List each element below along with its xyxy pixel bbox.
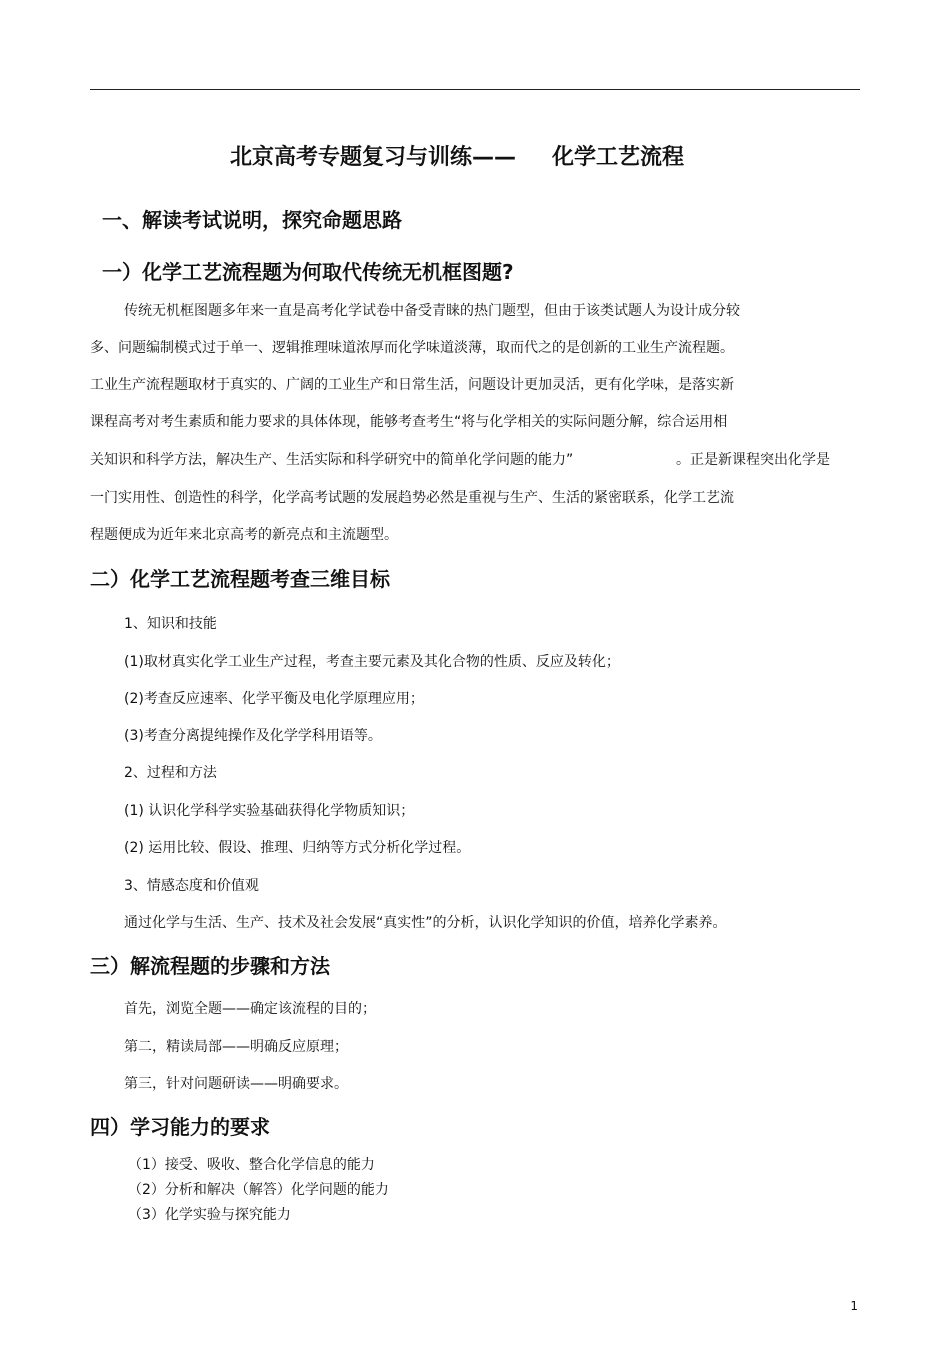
- header-rule: [90, 89, 860, 90]
- goal-item: 通过化学与生活、生产、技术及社会发展“真实性”的分析，认识化学知识的价值，培养化学素养。: [124, 915, 727, 931]
- goal-item: (1) 认识化学科学实验基础获得化学物质知识；: [124, 803, 415, 819]
- subsection-heading-3: 三）解流程题的步骤和方法: [90, 954, 330, 978]
- goal-item: (2)考查反应速率、化学平衡及电化学原理应用；: [124, 691, 424, 707]
- subsection-heading-1: 一）化学工艺流程题为何取代传统无机框图题?: [102, 260, 514, 284]
- ability-item: （2）分析和解决（解答）化学问题的能力: [128, 1182, 389, 1198]
- goal-category: 2、过程和方法: [124, 765, 217, 781]
- paragraph-line: 多、问题编制模式过于单一、逻辑推理味道浓厚而化学味道淡薄，取而代之的是创新的工业生产流程题。: [90, 340, 734, 356]
- ability-item: （3）化学实验与探究能力: [128, 1207, 291, 1223]
- subsection-heading-2: 二）化学工艺流程题考查三维目标: [90, 567, 390, 591]
- title-topic: 化学工艺流程: [552, 145, 685, 170]
- step-item: 第三，针对问题研读——明确要求。: [124, 1076, 348, 1092]
- goal-item: (3)考查分离提纯操作及化学学科用语等。: [124, 728, 382, 744]
- paragraph-line: 程题便成为近年来北京高考的新亮点和主流题型。: [90, 527, 398, 543]
- paragraph-line: 。正是新课程突出化学是: [676, 452, 830, 468]
- step-item: 首先，浏览全题——确定该流程的目的；: [124, 1001, 376, 1017]
- title-main: 北京高考专题复习与训练——: [230, 145, 517, 170]
- paragraph-line: 课程高考对考生素质和能力要求的具体体现，能够考查考生“将与化学相关的实际问题分解，综合运用相: [90, 414, 728, 430]
- document-title: [230, 140, 684, 171]
- ability-item: （1）接受、吸收、整合化学信息的能力: [128, 1157, 375, 1173]
- goal-category: 3、情感态度和价值观: [124, 878, 259, 894]
- goal-item: (2) 运用比较、假设、推理、归纳等方式分析化学过程。: [124, 840, 471, 856]
- goal-category: 1、知识和技能: [124, 616, 217, 632]
- paragraph-line: 传统无机框图题多年来一直是高考化学试卷中备受青睐的热门题型，但由于该类试题人为设计成分较: [124, 303, 740, 319]
- paragraph-line: 一门实用性、创造性的科学，化学高考试题的发展趋势必然是重视与生产、生活的紧密联系，化学工艺流: [90, 490, 734, 506]
- step-item: 第二，精读局部——明确反应原理；: [124, 1039, 348, 1055]
- paragraph-line: 工业生产流程题取材于真实的、广阔的工业生产和日常生活，问题设计更加灵活，更有化学味，是落实新: [90, 377, 734, 393]
- page-number: 1: [850, 1299, 858, 1313]
- paragraph-line: 关知识和科学方法，解决生产、生活实际和科学研究中的简单化学问题的能力”: [90, 452, 574, 468]
- subsection-heading-4: 四）学习能力的要求: [90, 1115, 270, 1139]
- goal-item: (1)取材真实化学工业生产过程，考查主要元素及其化合物的性质、反应及转化；: [124, 654, 620, 670]
- section-heading: 一、解读考试说明，探究命题思路: [102, 208, 402, 232]
